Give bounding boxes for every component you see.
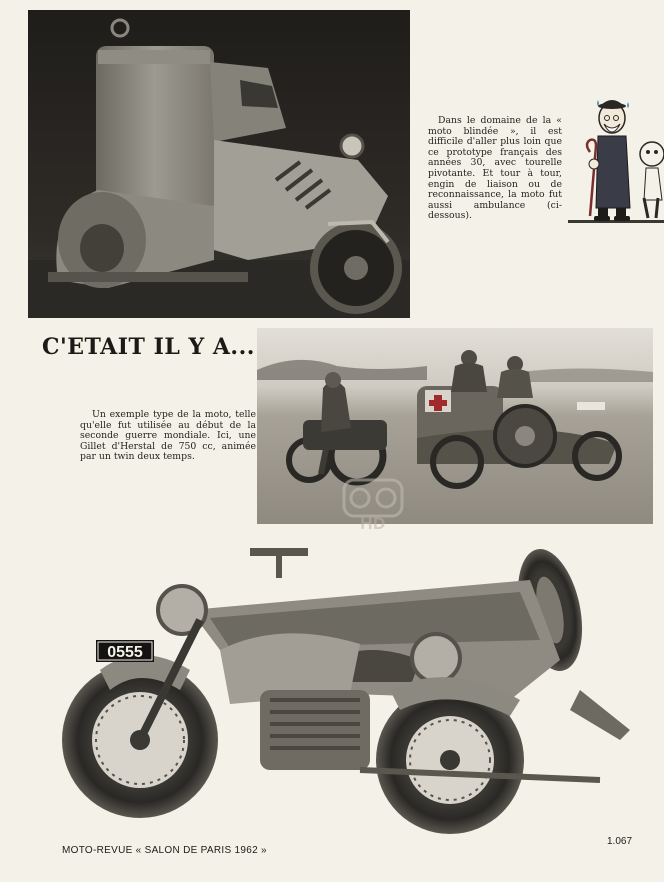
- section-heading: C'ETAIT IL Y A...: [42, 334, 255, 360]
- watermark-logo: [338, 470, 408, 542]
- footer-publication-title: MOTO-REVUE « SALON DE PARIS 1962 »: [62, 845, 267, 856]
- military-sidecar-photo: [257, 328, 653, 524]
- cartoon-illustration: [568, 88, 664, 232]
- license-plate-number: 0555: [107, 644, 143, 661]
- caption-gillet-herstal: Un exemple type de la moto, telle qu'elle fut utilisée au début de la seconde guerre mondiale. Ici, une Gillet d'Herstal de 750 cc, animée par un twin deux temps.: [80, 409, 256, 463]
- watermark-text: HD: [360, 514, 386, 533]
- caption-armored-prototype: Dans le domaine de la « moto blindée », il est difficile d'aller plus loin que ce prototype français des années 30, avec tourelle pivotante. Et tour à tour, engin de liaison ou de reconnaissance, la moto fut aussi ambulance (ci-dessous).: [428, 115, 562, 222]
- armored-motorcycle-photo: [28, 10, 410, 318]
- footer-page-number: 1.067: [607, 836, 633, 847]
- gillet-herstal-photo: [40, 540, 640, 840]
